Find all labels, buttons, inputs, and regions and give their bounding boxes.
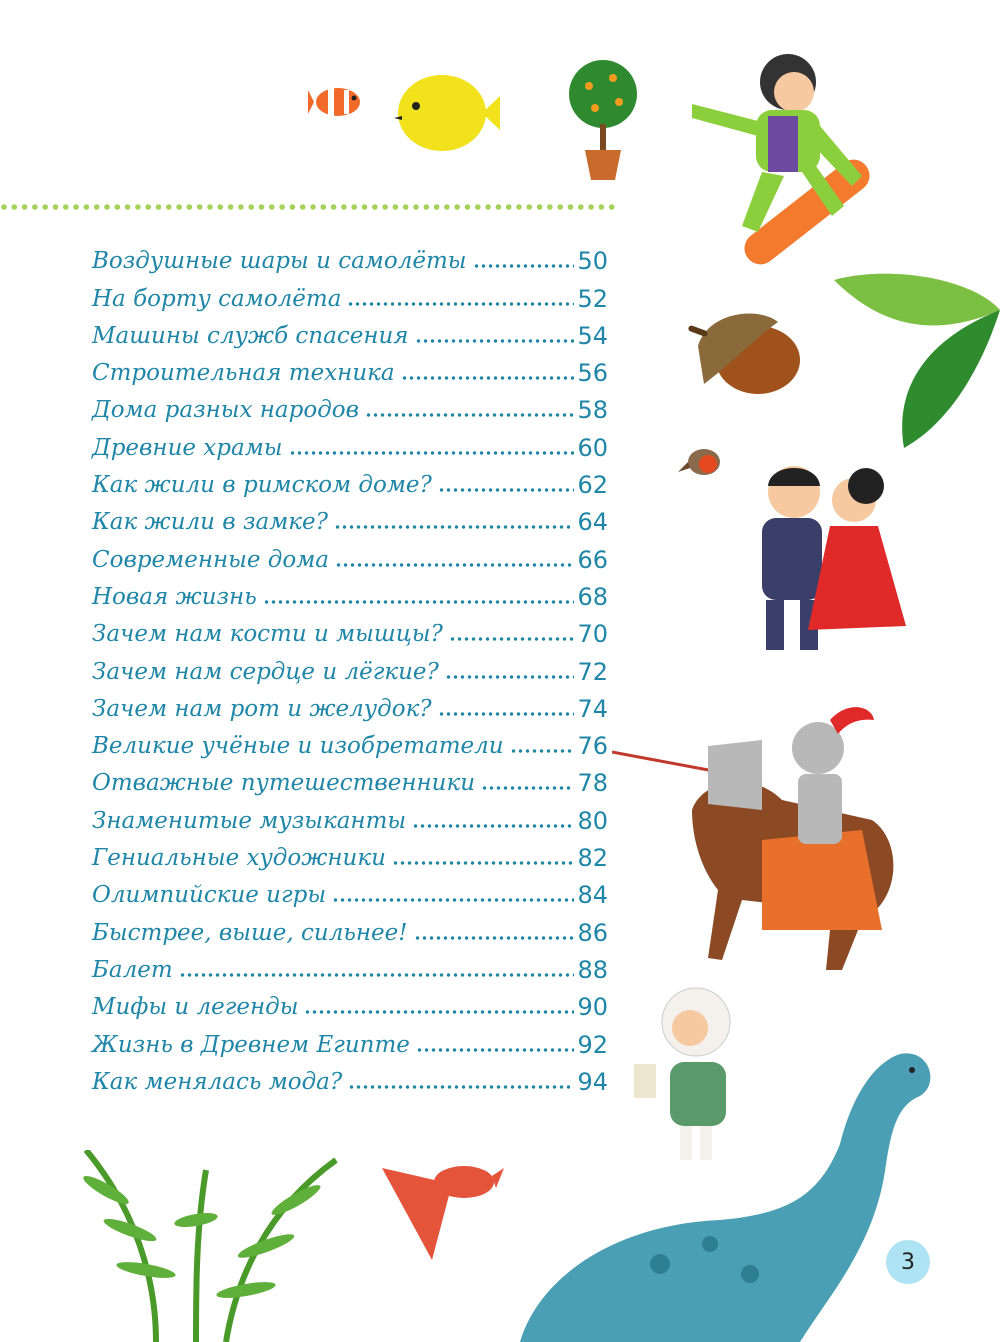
dotted-divider [0, 200, 620, 214]
dot-leader [416, 1047, 575, 1053]
toc-entry-page: 54 [577, 321, 608, 350]
toc-entry-title: Новая жизнь [92, 583, 257, 610]
toc-entry-title: Древние храмы [92, 434, 283, 461]
toc-entry-page: 60 [577, 433, 608, 462]
toc-entry-title: Дома разных народов [92, 397, 360, 424]
toc-entry [92, 646, 608, 686]
dot-leader [481, 785, 574, 791]
dot-leader [304, 1009, 574, 1015]
toc-entry-page: 68 [577, 582, 608, 611]
leaf-illustration [834, 270, 1000, 450]
robin-bird-illustration [678, 442, 728, 480]
toc-entry [92, 684, 608, 721]
toc-entry-page: 50 [577, 247, 608, 276]
toc-entry-title: Как жили в замке? [92, 509, 328, 536]
page-number-badge [886, 1240, 930, 1284]
toc-entry-title: Олимпийские игры [92, 882, 327, 909]
toc-entry [92, 311, 608, 348]
toc-entry [92, 721, 608, 761]
toc-entry-title: Зачем нам рот и желудок? [92, 695, 432, 722]
toc-entry-page: 56 [577, 359, 608, 388]
toc-entry [92, 1057, 608, 1094]
toc-entry-title: На борту самолёта [92, 285, 342, 312]
dot-leader [335, 562, 574, 568]
toc-entry-page: 86 [577, 918, 608, 947]
toc-entry [92, 758, 608, 798]
dot-leader [401, 375, 575, 381]
dot-leader [332, 897, 574, 903]
toc-entry [92, 982, 608, 1022]
dot-leader [438, 711, 575, 717]
toc-entry-title: Балет [92, 956, 173, 983]
dot-leader [414, 935, 575, 941]
snowboarder-illustration [692, 46, 884, 268]
toc-entry-page: 88 [577, 955, 608, 984]
toc-entry-page: 76 [577, 732, 608, 761]
toc-entry [92, 572, 608, 609]
toc-entry-page: 52 [577, 284, 608, 313]
toc-entry [92, 422, 608, 462]
toc-entry-page: 58 [577, 396, 608, 425]
toc-entry [92, 273, 608, 313]
dot-leader [263, 599, 575, 605]
dot-leader [179, 972, 575, 978]
toc-entry-title: Воздушные шары и самолёты [92, 248, 467, 275]
clownfish-illustration [308, 80, 368, 124]
toc-entry-title: Строительная техника [92, 360, 395, 387]
toc-entry-page: 78 [577, 769, 608, 798]
toc-entry-page: 84 [577, 881, 608, 910]
toc-entry-title: Знаменитые музыканты [92, 807, 407, 834]
dot-leader [365, 412, 574, 418]
toc-entry [92, 907, 608, 947]
table-of-contents [92, 236, 608, 1094]
toc-entry [92, 460, 608, 500]
dot-leader [449, 636, 575, 642]
toc-entry-page: 80 [577, 806, 608, 835]
page-number: 3 [901, 1249, 915, 1275]
toc-entry-title: Мифы и легенды [92, 994, 299, 1021]
toc-entry-page: 62 [577, 471, 608, 500]
toc-entry [92, 534, 608, 574]
fern-illustration [46, 1150, 364, 1342]
dot-leader [473, 263, 575, 269]
toc-entry [92, 1019, 608, 1059]
toc-entry-title: Великие учёные и изобретатели [92, 733, 504, 760]
dot-leader [289, 450, 575, 456]
toc-entry-title: Как жили в римском доме? [92, 472, 432, 499]
toc-entry-page: 72 [577, 657, 608, 686]
toc-entry-page: 82 [577, 844, 608, 873]
toc-entry-title: Современные дома [92, 546, 330, 573]
dot-leader [334, 524, 574, 530]
toc-entry [92, 945, 608, 982]
toc-entry-title: Машины служб спасения [92, 322, 409, 349]
toc-entry-page: 94 [577, 1067, 608, 1096]
toc-entry-page: 64 [577, 508, 608, 537]
dancing-couple-illustration [738, 456, 914, 662]
toc-entry [92, 385, 608, 425]
dot-leader [510, 748, 575, 754]
dot-leader [348, 1084, 574, 1090]
yellow-fish-illustration [392, 68, 502, 158]
toc-entry [92, 497, 608, 537]
toc-entry-title: Жизнь в Древнем Египте [92, 1031, 410, 1058]
toc-entry-page: 74 [577, 694, 608, 723]
dot-leader [445, 674, 575, 680]
toc-entry [92, 870, 608, 910]
toc-entry-page: 70 [577, 620, 608, 649]
potted-tree-illustration [565, 58, 641, 182]
toc-entry-title: Гениальные художники [92, 845, 386, 872]
knight-on-horse-illustration [612, 700, 924, 972]
toc-entry-title: Зачем нам сердце и лёгкие? [92, 658, 439, 685]
toc-entry-title: Зачем нам кости и мышцы? [92, 621, 443, 648]
toc-entry-title: Как менялась мода? [92, 1068, 343, 1095]
dot-leader [347, 301, 574, 307]
toc-entry [92, 348, 608, 388]
dot-leader [438, 487, 575, 493]
toc-entry-title: Отважные путешественники [92, 770, 476, 797]
toc-entry [92, 236, 608, 276]
pterosaur-illustration [382, 1148, 504, 1262]
toc-entry-title: Быстрее, выше, сильнее! [92, 919, 408, 946]
dot-leader [415, 338, 575, 344]
dot-leader [412, 823, 574, 829]
dot-leader [392, 860, 575, 866]
toc-entry-page: 92 [577, 1030, 608, 1059]
toc-entry [92, 609, 608, 649]
toc-entry [92, 833, 608, 873]
toc-entry-page: 90 [577, 993, 608, 1022]
acorn-illustration [688, 306, 804, 398]
toc-entry [92, 795, 608, 835]
toc-entry-page: 66 [577, 545, 608, 574]
